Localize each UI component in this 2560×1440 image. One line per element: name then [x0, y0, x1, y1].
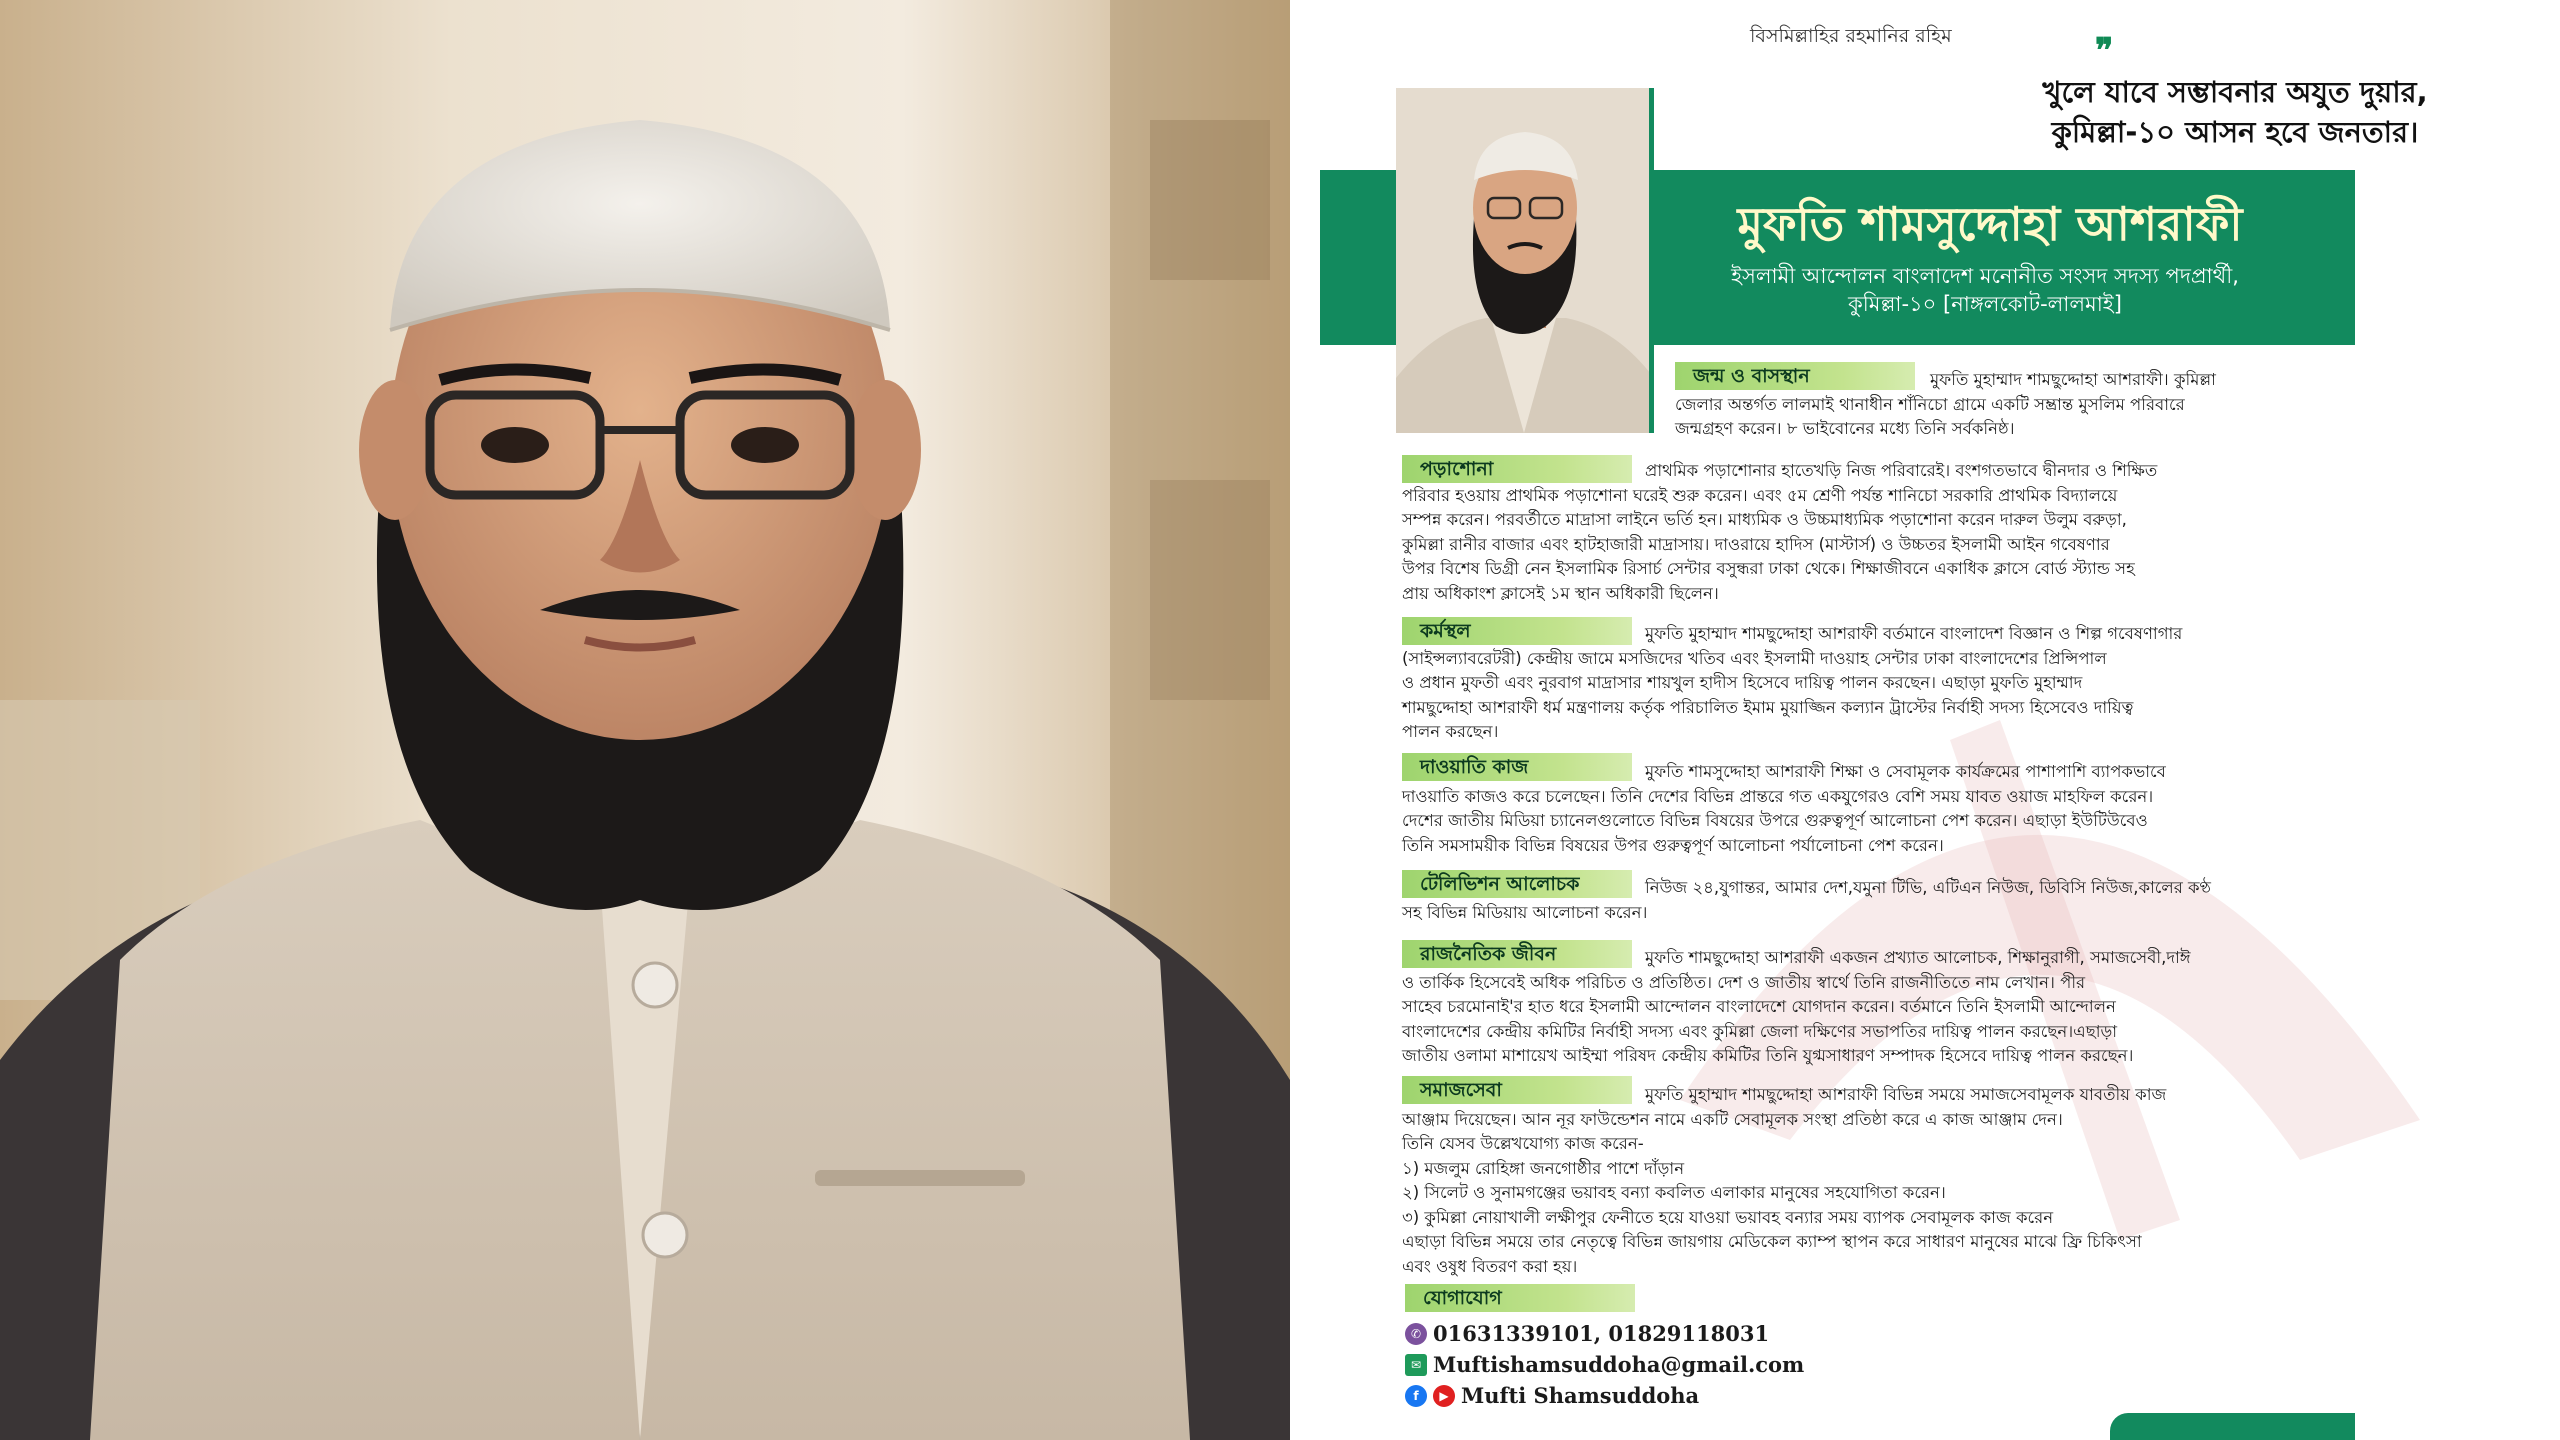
section-label-education: পড়াশোনা [1402, 455, 1632, 483]
social-line: এছাড়া বিভিন্ন সময়ে তার নেতৃত্বে বিভিন্ন জায়গায় মেডিকেল ক্যাম্প স্থাপন করে সাধারণ মানুষের মাঝে ফ্রি চিকিৎসা [1402, 1232, 2142, 1251]
dawah-line: দাওয়াতি কাজও করে চলেছেন। তিনি দেশের বিভিন্ন প্রান্তরে গত একযুগেরও বেশি সময় যাবত ওয়াজ মাহফিল করেন। [1402, 786, 2154, 806]
politics-line: বাংলাদেশের কেন্দ্রীয় কমিটির নির্বাহী সদস্য এবং কুমিল্লা জেলা দক্ষিণের সভাপতির দায়িত্ব পালন করছেন।এছাড়া [1402, 1021, 2118, 1041]
role-line-2: কুমিল্লা-১০ [নাঙ্গলকোট-লালমাই] [1848, 292, 2122, 316]
social-line: আঞ্জাম দিয়েছেন। আন নূর ফাউন্ডেশন নামে একটি সেবামূলক সংস্থা প্রতিষ্ঠা করে এ কাজ আঞ্জাম দেন। [1402, 1109, 2063, 1129]
section-body-television [1402, 876, 2450, 925]
section-body-politics [1402, 946, 2450, 1069]
social-line: ৩) কুমিল্লা নোয়াখালী লক্ষীপুর ফেনীতে হয়ে যাওয়া ভয়াবহ বন্যার সময় ব্যাপক সেবামূলক কাজ করেন [1402, 1207, 2054, 1227]
education-line: সম্পন্ন করেন। পরবর্তীতে মাদ্রাসা লাইনে ভর্তি হন। মাধ্যমিক ও উচ্চমাধ্যমিক পড়াশোনা করেন দারুল উলুম বরুড়া, [1402, 510, 2127, 529]
slogan-line-1: খুলে যাবে সম্ভাবনার অযুত দুয়ার, [2042, 75, 2428, 109]
social-handle[interactable]: Mufti Shamsuddoha [1461, 1383, 1700, 1408]
section-label-television: টেলিভিশন আলোচক [1402, 870, 1632, 898]
section-label-politics: রাজনৈতিক জীবন [1402, 940, 1632, 968]
email-icon: ✉ [1405, 1354, 1427, 1376]
work-line: ও প্রধান মুফতী এবং নুরবাগ মাদ্রাসার শায়খুল হাদীস হিসেবে দায়িত্ব পালন করছেন। এছাড়া মুফতি মুহাম্মাদ [1402, 673, 2083, 692]
email-address[interactable]: Muftishamsuddoha@gmail.com [1433, 1352, 1805, 1377]
viber-icon: ✆ [1405, 1323, 1427, 1345]
contact-phone[interactable] [1405, 1318, 1804, 1349]
contact-list [1405, 1318, 1804, 1411]
social-line: এবং ওষুধ বিতরণ করা হয়। [1402, 1256, 1578, 1276]
dawah-line: মুফতি শামসুদ্দোহা আশরাফী শিক্ষা ও সেবামূলক কার্যক্রমের পাশাপাশি ব্যাপকভাবে [1645, 762, 2166, 781]
section-body-social [1402, 1083, 2450, 1279]
campaign-slogan [1900, 72, 2560, 152]
politics-line: সাহেব চরমোনাই'র হাত ধরে ইসলামী আন্দোলন বাংলাদেশে যোগদান করেন। বর্তমানে তিনি ইসলামী আন্দোলন [1402, 997, 2116, 1016]
work-line: শামছুদ্দোহা আশরাফী ধর্ম মন্ত্রণালয় কর্তৃক পরিচালিত ইমাম মুয়াজ্জিন কল্যান ট্রাস্টের নির্বাহী সদস্য হিসেবেও দায়িত্ব [1402, 697, 2134, 717]
social-line: তিনি যেসব উল্লেখযোগ্য কাজ করেন- [1402, 1134, 1644, 1153]
contact-email[interactable] [1405, 1349, 1804, 1380]
politics-line: মুফতি শামছুদ্দোহা আশরাফী একজন প্রখ্যাত আলোচক, শিক্ষানুরাগী, সমাজসেবী,দাঈ [1645, 948, 2191, 967]
candidate-role [1620, 262, 2350, 318]
social-line: ২) সিলেট ও সুনামগঞ্জের ভয়াবহ বন্যা কবলিত এলাকার মানুষের সহযোগিতা করেন। [1402, 1183, 1946, 1202]
education-line: প্রায় অধিকাংশ ক্লাসেই ১ম স্থান অধিকারী ছিলেন। [1402, 583, 1719, 603]
work-line: (সাইন্সল্যাবরেটরী) কেন্দ্রীয় জামে মসজিদের খতিব এবং ইসলামী দাওয়াহ সেন্টার ঢাকা বাংলাদেশের প্রিন্সিপাল [1402, 648, 2107, 668]
section-body-dawah [1402, 760, 2450, 858]
role-line-1: ইসলামী আন্দোলন বাংলাদেশ মনোনীত সংসদ সদস্য পদপ্রার্থী, [1731, 264, 2239, 288]
bismillah-text: বিসমিল্লাহির রহমানির রহিম [1750, 25, 1952, 47]
section-label-social: সমাজসেবা [1402, 1076, 1632, 1104]
television-line: নিউজ ২৪,যুগান্তর, আমার দেশ,যমুনা টিভি, এটিএন নিউজ, ডিবিসি নিউজ,কালের কণ্ঠ [1645, 878, 2211, 897]
facebook-icon: f [1405, 1385, 1427, 1407]
dawah-line: তিনি সমসাময়ীক বিভিন্ন বিষয়ের উপর গুরুত্বপূর্ণ আলোচনা পর্যালোচনা পেশ করেন। [1402, 835, 1944, 855]
work-line: মুফতি মুহাম্মাদ শামছুদ্দোহা আশরাফী বর্তমানে বাংলাদেশ বিজ্ঞান ও শিল্প গবেষণাগার [1645, 624, 2183, 643]
birth-line: জেলার অন্তর্গত লালমাই থানাধীন শাঁনিচো গ্রামে একটি সম্ভ্রান্ত মুসলিম পরিবারে [1675, 394, 2185, 414]
education-line: পরিবার হওয়ায় প্রাথমিক পড়াশোনা ঘরেই শুরু করেন। এবং ৫ম শ্রেণী পর্যন্ত শানিচো সরকারি প্রাথমিক বিদ্যালয়ে [1402, 485, 2118, 505]
section-label-birth: জন্ম ও বাসস্থান [1675, 362, 1915, 390]
education-line: প্রাথমিক পড়াশোনার হাতেখড়ি নিজ পরিবারেই। বংশগতভাবে দ্বীনদার ও শিক্ষিত [1645, 461, 2158, 480]
section-label-work: কর্মস্থল [1402, 617, 1632, 645]
portrait-illustration [1396, 88, 1654, 433]
birth-line: জন্মগ্রহণ করেন। ৮ ভাইবোনের মধ্যে তিনি সর্বকনিষ্ঠ। [1675, 419, 2015, 438]
biography-document [1290, 0, 2560, 1440]
dawah-line: দেশের জাতীয় মিডিয়া চ্যানেলগুলোতে বিভিন্ন বিষয়ের উপরে গুরুত্বপূর্ণ আলোচনা পেশ করেন। এছাড়া ইউটিউবেও [1402, 811, 2148, 830]
candidate-portrait [1396, 88, 1654, 433]
section-body-work [1402, 622, 2450, 745]
phone-numbers[interactable]: 01631339101, 01829118031 [1433, 1321, 1770, 1346]
social-line: ১) মজলুম রোহিঙ্গা জনগোষ্ঠীর পাশে দাঁড়ান [1402, 1158, 1685, 1178]
contact-social[interactable] [1405, 1380, 1804, 1411]
section-label-contact: যোগাযোগ [1405, 1284, 1635, 1312]
youtube-icon: ▶ [1433, 1385, 1455, 1407]
candidate-name: মুফতি শামসুদ্দোহা আশরাফী [1737, 197, 2243, 251]
television-line: সহ বিভিন্ন মিডিয়ায় আলোচনা করেন। [1402, 902, 1648, 922]
politics-line: জাতীয় ওলামা মাশায়েখ আইম্মা পরিষদ কেন্দ্রীয় কমিটির তিনি যুগ্মসাধারণ সম্পাদক হিসেবে দায়িত্ব পালন করছেন। [1402, 1046, 2134, 1065]
politics-line: ও তার্কিক হিসেবেই অধিক পরিচিত ও প্রতিষ্ঠিত। দেশ ও জাতীয় স্বার্থে তিনি রাজনীতিতে নাম লেখান। পীর [1402, 972, 2086, 992]
social-line: মুফতি মুহাম্মাদ শামছুদ্দোহা আশরাফী বিভিন্ন সময়ে সমাজসেবামূলক যাবতীয় কাজ [1645, 1085, 2167, 1104]
section-body-birth [1675, 368, 2450, 442]
slogan-line-2: কুমিল্লা-১০ আসন হবে জনতার। [2051, 115, 2419, 149]
section-label-dawah: দাওয়াতি কাজ [1402, 753, 1632, 781]
education-line: উপর বিশেষ ডিগ্রী নেন ইসলামিক রিসার্চ সেন্টার বসুন্ধরা ঢাকা থেকে। শিক্ষাজীবনে একাধিক ক্লাসে বোর্ড স্ট্যান্ড সহ [1402, 559, 2135, 578]
quote-icon: ❞ [2095, 31, 2114, 71]
education-line: কুমিল্লা রানীর বাজার এবং হাটহাজারী মাদ্রাসায়। দাওরায়ে হাদিস (মাস্টার্স) ও উচ্চতর ইসলামী আইন গবেষণার [1402, 534, 2110, 554]
section-body-education [1402, 459, 2450, 606]
corner-decoration [2110, 1413, 2355, 1440]
work-line: পালন করছেন। [1402, 722, 1499, 741]
birth-line: মুফতি মুহাম্মাদ শামছুদ্দোহা আশরাফী। কুমিল্লা [1930, 370, 2216, 389]
